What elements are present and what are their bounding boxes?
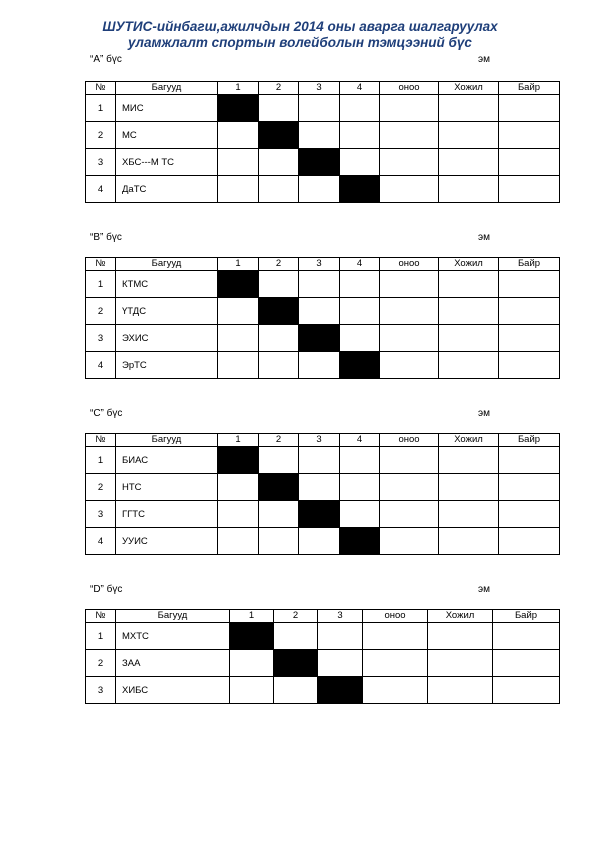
points-cell[interactable] bbox=[380, 298, 439, 325]
score-cell[interactable] bbox=[218, 528, 259, 555]
place-cell[interactable] bbox=[499, 447, 560, 474]
self-match-cell bbox=[218, 271, 259, 298]
header-record: Хожил bbox=[439, 258, 499, 271]
row-no: 2 bbox=[86, 122, 116, 149]
points-cell[interactable] bbox=[380, 271, 439, 298]
header-no: № bbox=[86, 82, 116, 95]
score-cell[interactable] bbox=[299, 352, 340, 379]
table-row bbox=[86, 271, 560, 298]
place-cell[interactable] bbox=[499, 271, 560, 298]
record-cell[interactable] bbox=[439, 298, 499, 325]
document-title-line2: уламжлалт спортын волейболын тэмцээний бүс bbox=[128, 35, 472, 50]
gender-label-c: эм bbox=[478, 408, 490, 419]
points-cell[interactable] bbox=[380, 95, 439, 122]
row-no: 2 bbox=[86, 650, 116, 677]
header-col-4: 4 bbox=[340, 258, 380, 271]
header-col-3: 3 bbox=[299, 82, 340, 95]
score-cell[interactable] bbox=[274, 623, 318, 650]
score-cell[interactable] bbox=[218, 176, 259, 203]
points-cell[interactable] bbox=[380, 325, 439, 352]
table-row bbox=[86, 95, 560, 122]
team-name: УУИС bbox=[116, 528, 218, 555]
header-col-2: 2 bbox=[274, 610, 318, 623]
place-cell[interactable] bbox=[499, 176, 560, 203]
self-match-cell bbox=[299, 501, 340, 528]
document-title-line1: ШУТИС-ийнбагш,ажилчдын 2014 оны аварга шалгаруулах bbox=[102, 19, 498, 34]
table-row bbox=[86, 474, 560, 501]
team-name: ҮТДС bbox=[116, 298, 218, 325]
header-no: № bbox=[86, 434, 116, 447]
header-col-2: 2 bbox=[259, 82, 299, 95]
group-a-table bbox=[85, 81, 560, 203]
points-cell[interactable] bbox=[363, 650, 428, 677]
self-match-cell bbox=[259, 298, 299, 325]
record-cell[interactable] bbox=[439, 501, 499, 528]
header-col-2: 2 bbox=[259, 258, 299, 271]
table-header-row bbox=[86, 610, 560, 623]
record-cell[interactable] bbox=[439, 474, 499, 501]
score-cell[interactable] bbox=[259, 149, 299, 176]
row-no: 4 bbox=[86, 176, 116, 203]
row-no: 1 bbox=[86, 95, 116, 122]
score-cell[interactable] bbox=[218, 474, 259, 501]
header-points: оноо bbox=[380, 82, 439, 95]
score-cell[interactable] bbox=[299, 122, 340, 149]
place-cell[interactable] bbox=[499, 95, 560, 122]
table-row bbox=[86, 176, 560, 203]
record-cell[interactable] bbox=[439, 176, 499, 203]
self-match-cell bbox=[340, 352, 380, 379]
row-no: 2 bbox=[86, 474, 116, 501]
place-cell[interactable] bbox=[499, 352, 560, 379]
points-cell[interactable] bbox=[380, 149, 439, 176]
header-team: Багууд bbox=[116, 610, 230, 623]
header-no: № bbox=[86, 258, 116, 271]
table-row bbox=[86, 501, 560, 528]
table-row bbox=[86, 149, 560, 176]
header-col-3: 3 bbox=[299, 434, 340, 447]
header-record: Хожил bbox=[439, 82, 499, 95]
team-name: ЭХИС bbox=[116, 325, 218, 352]
row-no: 1 bbox=[86, 623, 116, 650]
score-cell[interactable] bbox=[259, 271, 299, 298]
gender-label-b: эм bbox=[478, 232, 490, 243]
record-cell[interactable] bbox=[428, 623, 493, 650]
group-label-d: “D” бүс bbox=[90, 584, 123, 595]
place-cell[interactable] bbox=[493, 623, 560, 650]
self-match-cell bbox=[340, 528, 380, 555]
row-no: 4 bbox=[86, 528, 116, 555]
points-cell[interactable] bbox=[380, 528, 439, 555]
group-c-table bbox=[85, 433, 560, 555]
place-cell[interactable] bbox=[499, 528, 560, 555]
gender-label-d: эм bbox=[478, 584, 490, 595]
score-cell[interactable] bbox=[299, 447, 340, 474]
header-record: Хожил bbox=[428, 610, 493, 623]
record-cell[interactable] bbox=[439, 95, 499, 122]
score-cell[interactable] bbox=[259, 325, 299, 352]
table-header-row bbox=[86, 82, 560, 95]
header-col-4: 4 bbox=[340, 82, 380, 95]
row-no: 3 bbox=[86, 149, 116, 176]
score-cell[interactable] bbox=[299, 474, 340, 501]
score-cell[interactable] bbox=[340, 447, 380, 474]
score-cell[interactable] bbox=[318, 623, 363, 650]
header-place: Байр bbox=[499, 82, 560, 95]
place-cell[interactable] bbox=[493, 677, 560, 704]
header-place: Байр bbox=[499, 434, 560, 447]
record-cell[interactable] bbox=[439, 447, 499, 474]
score-cell[interactable] bbox=[218, 352, 259, 379]
gender-label-a: эм bbox=[478, 54, 490, 65]
place-cell[interactable] bbox=[499, 122, 560, 149]
score-cell[interactable] bbox=[218, 501, 259, 528]
record-cell[interactable] bbox=[439, 122, 499, 149]
score-cell[interactable] bbox=[340, 271, 380, 298]
team-name: БИАС bbox=[116, 447, 218, 474]
score-cell[interactable] bbox=[299, 528, 340, 555]
score-cell[interactable] bbox=[318, 650, 363, 677]
team-name: ЗАА bbox=[116, 650, 230, 677]
record-cell[interactable] bbox=[439, 352, 499, 379]
score-cell[interactable] bbox=[340, 325, 380, 352]
team-name: ГГТС bbox=[116, 501, 218, 528]
score-cell[interactable] bbox=[340, 501, 380, 528]
group-label-b: “B” бүс bbox=[90, 232, 122, 243]
score-cell[interactable] bbox=[259, 352, 299, 379]
self-match-cell bbox=[218, 447, 259, 474]
record-cell[interactable] bbox=[439, 149, 499, 176]
place-cell[interactable] bbox=[499, 325, 560, 352]
group-b-table bbox=[85, 257, 560, 379]
header-col-1: 1 bbox=[218, 434, 259, 447]
score-cell[interactable] bbox=[340, 122, 380, 149]
place-cell[interactable] bbox=[499, 501, 560, 528]
score-cell[interactable] bbox=[274, 677, 318, 704]
row-no: 1 bbox=[86, 447, 116, 474]
place-cell[interactable] bbox=[499, 149, 560, 176]
header-points: оноо bbox=[363, 610, 428, 623]
header-col-2: 2 bbox=[259, 434, 299, 447]
row-no: 3 bbox=[86, 501, 116, 528]
record-cell[interactable] bbox=[439, 325, 499, 352]
points-cell[interactable] bbox=[380, 447, 439, 474]
table-header-row bbox=[86, 434, 560, 447]
header-points: оноо bbox=[380, 258, 439, 271]
score-cell[interactable] bbox=[259, 501, 299, 528]
table-row bbox=[86, 528, 560, 555]
points-cell[interactable] bbox=[363, 623, 428, 650]
self-match-cell bbox=[259, 122, 299, 149]
row-no: 3 bbox=[86, 677, 116, 704]
team-name: КТМС bbox=[116, 271, 218, 298]
points-cell[interactable] bbox=[380, 122, 439, 149]
team-name: МС bbox=[116, 122, 218, 149]
score-cell[interactable] bbox=[230, 677, 274, 704]
points-cell[interactable] bbox=[380, 176, 439, 203]
self-match-cell bbox=[218, 95, 259, 122]
header-col-1: 1 bbox=[218, 82, 259, 95]
score-cell[interactable] bbox=[218, 149, 259, 176]
table-row bbox=[86, 325, 560, 352]
table-row bbox=[86, 352, 560, 379]
group-label-c: “C” бүс bbox=[90, 408, 123, 419]
record-cell[interactable] bbox=[439, 271, 499, 298]
score-cell[interactable] bbox=[218, 325, 259, 352]
table-row bbox=[86, 623, 560, 650]
table-row bbox=[86, 447, 560, 474]
points-cell[interactable] bbox=[380, 474, 439, 501]
score-cell[interactable] bbox=[340, 298, 380, 325]
header-no: № bbox=[86, 610, 116, 623]
score-cell[interactable] bbox=[299, 95, 340, 122]
header-col-3: 3 bbox=[299, 258, 340, 271]
points-cell[interactable] bbox=[363, 677, 428, 704]
header-team: Багууд bbox=[116, 82, 218, 95]
place-cell[interactable] bbox=[499, 298, 560, 325]
group-label-a: “A” бүс bbox=[90, 54, 122, 65]
score-cell[interactable] bbox=[340, 474, 380, 501]
row-no: 3 bbox=[86, 325, 116, 352]
team-name: ЭрТС bbox=[116, 352, 218, 379]
header-points: оноо bbox=[380, 434, 439, 447]
score-cell[interactable] bbox=[259, 447, 299, 474]
table-header-row bbox=[86, 258, 560, 271]
team-name: МИС bbox=[116, 95, 218, 122]
self-match-cell bbox=[318, 677, 363, 704]
header-col-1: 1 bbox=[230, 610, 274, 623]
score-cell[interactable] bbox=[218, 298, 259, 325]
team-name: НТС bbox=[116, 474, 218, 501]
score-cell[interactable] bbox=[218, 122, 259, 149]
header-col-4: 4 bbox=[340, 434, 380, 447]
team-name: ХБС---М ТС bbox=[116, 149, 218, 176]
record-cell[interactable] bbox=[428, 677, 493, 704]
score-cell[interactable] bbox=[299, 298, 340, 325]
header-record: Хожил bbox=[439, 434, 499, 447]
self-match-cell bbox=[299, 325, 340, 352]
header-col-3: 3 bbox=[318, 610, 363, 623]
self-match-cell bbox=[340, 176, 380, 203]
team-name: ХИБС bbox=[116, 677, 230, 704]
record-cell[interactable] bbox=[439, 528, 499, 555]
self-match-cell bbox=[259, 474, 299, 501]
score-cell[interactable] bbox=[259, 176, 299, 203]
table-row bbox=[86, 298, 560, 325]
header-team: Багууд bbox=[116, 258, 218, 271]
header-col-1: 1 bbox=[218, 258, 259, 271]
self-match-cell bbox=[230, 623, 274, 650]
group-d-table bbox=[85, 609, 560, 704]
score-cell[interactable] bbox=[299, 271, 340, 298]
row-no: 2 bbox=[86, 298, 116, 325]
header-team: Багууд bbox=[116, 434, 218, 447]
table-row bbox=[86, 650, 560, 677]
points-cell[interactable] bbox=[380, 352, 439, 379]
score-cell[interactable] bbox=[340, 95, 380, 122]
record-cell[interactable] bbox=[428, 650, 493, 677]
score-cell[interactable] bbox=[259, 528, 299, 555]
score-cell[interactable] bbox=[340, 149, 380, 176]
place-cell[interactable] bbox=[493, 650, 560, 677]
row-no: 1 bbox=[86, 271, 116, 298]
score-cell[interactable] bbox=[259, 95, 299, 122]
points-cell[interactable] bbox=[380, 501, 439, 528]
self-match-cell bbox=[274, 650, 318, 677]
self-match-cell bbox=[299, 149, 340, 176]
score-cell[interactable] bbox=[230, 650, 274, 677]
team-name: МХТС bbox=[116, 623, 230, 650]
header-place: Байр bbox=[493, 610, 560, 623]
team-name: ДаТС bbox=[116, 176, 218, 203]
table-row bbox=[86, 677, 560, 704]
score-cell[interactable] bbox=[299, 176, 340, 203]
header-place: Байр bbox=[499, 258, 560, 271]
table-row bbox=[86, 122, 560, 149]
row-no: 4 bbox=[86, 352, 116, 379]
place-cell[interactable] bbox=[499, 474, 560, 501]
